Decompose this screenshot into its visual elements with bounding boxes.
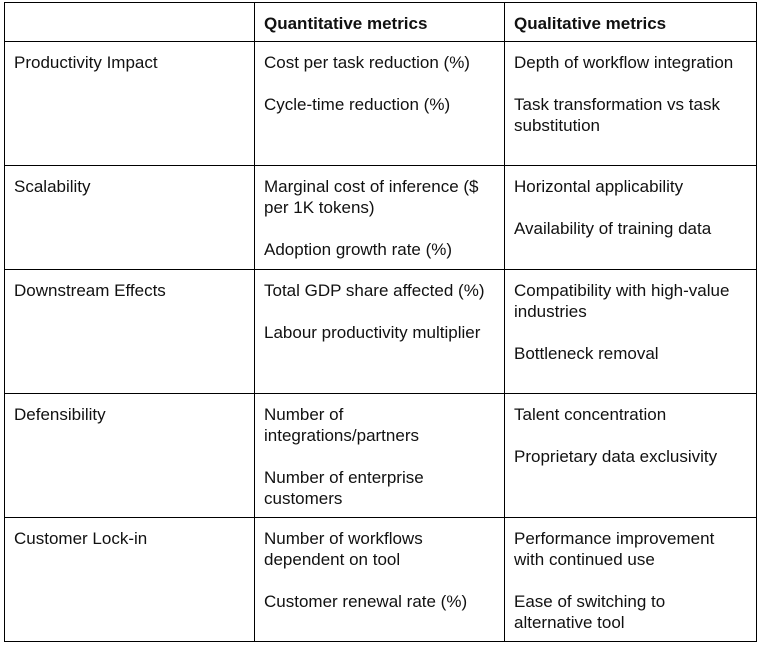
metric-item: Depth of workflow integration: [514, 53, 734, 72]
metric-item: Talent concentration: [514, 405, 667, 424]
metric-item: Horizontal applicability: [514, 177, 684, 196]
qualitative-cell: [505, 42, 757, 166]
row-label: Customer Lock-in: [5, 518, 255, 642]
row-label: Downstream Effects: [5, 270, 255, 394]
metric-item: Marginal cost of inference ($ per 1K tokens): [264, 177, 479, 217]
qualitative-cell: [505, 394, 757, 518]
quantitative-cell: [255, 270, 505, 394]
row-label: Defensibility: [5, 394, 255, 518]
metric-item: Customer renewal rate (%): [264, 592, 468, 611]
qualitative-cell: [505, 270, 757, 394]
qualitative-cell: [505, 166, 757, 270]
metric-item: Cycle-time reduction (%): [264, 95, 451, 114]
metric-item: Adoption growth rate (%): [264, 240, 453, 259]
metric-item: Labour productivity multiplier: [264, 323, 481, 342]
header-corner-cell: [5, 3, 255, 42]
metric-item: Cost per task reduction (%): [264, 53, 470, 72]
metric-item: Proprietary data exclusivity: [514, 447, 718, 466]
table-row-defensibility: [5, 394, 757, 518]
header-qualitative-metrics: Qualitative metrics: [505, 3, 757, 42]
quantitative-cell: [255, 166, 505, 270]
table-row-customer-lock-in: [5, 518, 757, 642]
metrics-table: [4, 2, 757, 642]
table-header-row: [5, 3, 757, 42]
metric-item: Number of enterprise customers: [264, 468, 424, 508]
metric-item: Availability of training data: [514, 219, 712, 238]
table-row-downstream-effects: [5, 270, 757, 394]
header-quantitative-metrics: Quantitative metrics: [255, 3, 505, 42]
metric-item: Compatibility with high-value industries: [514, 281, 730, 321]
row-label: Productivity Impact: [5, 42, 255, 166]
metric-item: Total GDP share affected (%): [264, 281, 485, 300]
metric-item: Bottleneck removal: [514, 344, 659, 363]
metric-item: Task transformation vs task substitution: [514, 95, 720, 135]
metric-item: Number of workflows dependent on tool: [264, 529, 423, 569]
quantitative-cell: [255, 394, 505, 518]
quantitative-cell: [255, 518, 505, 642]
metric-item: Performance improvement with continued use: [514, 529, 715, 569]
table-row-scalability: [5, 166, 757, 270]
table-row-productivity-impact: [5, 42, 757, 166]
row-label: Scalability: [5, 166, 255, 270]
metric-item: Number of integrations/partners: [264, 405, 419, 445]
qualitative-cell: [505, 518, 757, 642]
quantitative-cell: [255, 42, 505, 166]
metric-item: Ease of switching to alternative tool: [514, 592, 666, 632]
